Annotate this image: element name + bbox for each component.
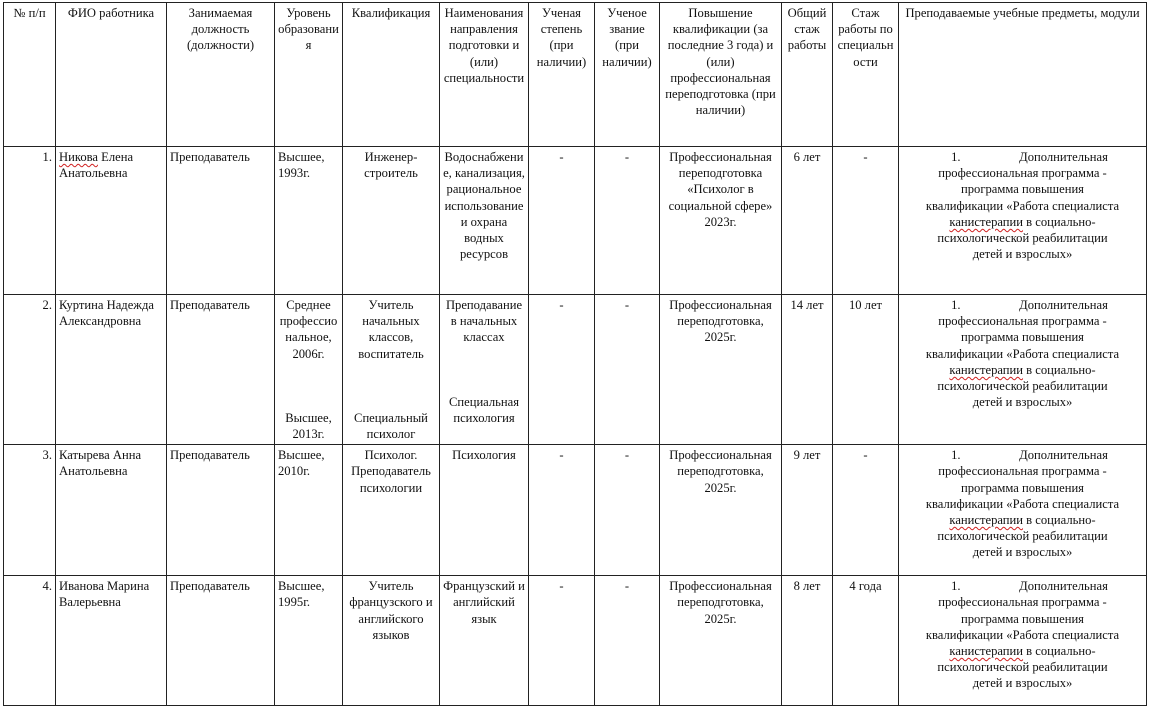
subject-line: детей и взрослых» — [972, 545, 1073, 560]
row-education: Высшее, 2010г. — [275, 445, 343, 576]
row-training: Профессиональная переподготовка, 2025г. — [660, 576, 782, 706]
header-spec-exp: Стаж работы по специальности — [833, 3, 899, 147]
subject-line: профессиональная программа - — [938, 314, 1107, 329]
subject-wavy-word: канистерапии — [949, 644, 1024, 659]
subject-line: Дополнительная — [1019, 579, 1108, 594]
table-row — [4, 147, 1147, 295]
row-position: Преподаватель — [167, 295, 275, 445]
row-degree: - — [529, 445, 595, 576]
header-specialty: Наименования направления подготовки и (или) специальности — [440, 3, 529, 147]
header-position: Занимаемая должность (должности) — [167, 3, 275, 147]
header-education: Уровень образования — [275, 3, 343, 147]
subject-line: программа повышения — [961, 480, 1084, 495]
row-qualification — [343, 295, 440, 445]
row-education: Высшее, 1993г. — [275, 147, 343, 295]
table-row — [4, 295, 1147, 445]
row-total-exp: 8 лет — [782, 576, 833, 706]
header-title: Ученое звание (при наличии) — [595, 3, 660, 147]
row-total-exp: 9 лет — [782, 445, 833, 576]
subject-line: в социально- — [1023, 214, 1096, 229]
subject-line: профессиональная программа - — [938, 595, 1107, 610]
subject-line: программа повышения — [961, 611, 1084, 626]
row-subjects — [899, 295, 1147, 445]
header-subjects: Преподаваемые учебные предметы, модули — [899, 3, 1147, 147]
subject-num: 1. — [951, 150, 961, 164]
row-training: Профессиональная переподготовка, 2025г. — [660, 445, 782, 576]
row-fio: Катырева Анна Анатольевна — [56, 445, 167, 576]
subject-line: детей и взрослых» — [972, 395, 1073, 410]
row-subjects — [899, 576, 1147, 706]
subject-line: детей и взрослых» — [972, 676, 1073, 691]
header-num: № п/п — [4, 3, 56, 147]
row-specialty — [440, 295, 529, 445]
subject-line: психологической реабилитации — [937, 529, 1108, 544]
row-degree: - — [529, 576, 595, 706]
row-title: - — [595, 147, 660, 295]
row-position: Преподаватель — [167, 147, 275, 295]
subject-line: психологической реабилитации — [937, 379, 1108, 394]
subject-line: психологической реабилитации — [937, 231, 1108, 246]
subject-line: в социально- — [1023, 362, 1096, 377]
header-fio: ФИО работника — [56, 3, 167, 147]
row-title: - — [595, 295, 660, 445]
row-spec-exp: 10 лет — [833, 295, 899, 445]
row-subjects — [899, 147, 1147, 295]
row-num: 4. — [4, 576, 56, 706]
row-fio — [56, 147, 167, 295]
header-qualification: Квалификация — [343, 3, 440, 147]
row-total-exp: 6 лет — [782, 147, 833, 295]
header-total-exp: Общий стаж работы — [782, 3, 833, 147]
subject-line: квалификации «Работа специалиста — [925, 496, 1120, 511]
row-total-exp: 14 лет — [782, 295, 833, 445]
subject-line: Дополнительная — [1019, 298, 1108, 312]
subject-line: психологической реабилитации — [937, 660, 1108, 675]
row-education — [275, 295, 343, 445]
qualification-secondary: Специальный психолог — [354, 410, 428, 442]
row-specialty: Водоснабжение, канализация, рациональное использование и охрана водных ресурсов — [440, 147, 529, 295]
row-title: - — [595, 445, 660, 576]
header-degree: Ученая степень (при наличии) — [529, 3, 595, 147]
subject-line: квалификации «Работа специалиста — [925, 627, 1120, 642]
subject-line: программа повышения — [961, 182, 1084, 197]
row-specialty: Французский и английский язык — [440, 576, 529, 706]
header-training: Повышение квалификации (за последние 3 года) и (или) профессиональная переподготовка (при наличии) — [660, 3, 782, 147]
subject-line: программа повышения — [961, 330, 1084, 345]
row-spec-exp: - — [833, 147, 899, 295]
row-education: Высшее, 1995г. — [275, 576, 343, 706]
row-position: Преподаватель — [167, 576, 275, 706]
row-position: Преподаватель — [167, 445, 275, 576]
row-qualification: Психолог. Преподаватель психологии — [343, 445, 440, 576]
row-training: Профессиональная переподготовка, 2025г. — [660, 295, 782, 445]
subject-line: профессиональная программа - — [938, 464, 1107, 479]
row-num: 3. — [4, 445, 56, 576]
fio-rest: Елена Анатольевна — [59, 150, 134, 181]
row-training: Профессиональная переподготовка «Психолог в социальной сфере» 2023г. — [660, 147, 782, 295]
row-title: - — [595, 576, 660, 706]
table-row — [4, 445, 1147, 576]
fio-surname: Никова — [59, 150, 98, 164]
subject-line: квалификации «Работа специалиста — [925, 198, 1120, 213]
table-row — [4, 576, 1147, 706]
row-spec-exp: - — [833, 445, 899, 576]
specialty-primary: Преподавание в начальных классах — [445, 298, 523, 345]
subject-line: в социально- — [1023, 513, 1096, 528]
subject-num: 1. — [951, 579, 961, 594]
row-degree: - — [529, 147, 595, 295]
education-secondary: Высшее, 2013г. — [285, 410, 332, 442]
subject-line: Дополнительная — [1019, 448, 1108, 463]
subject-wavy-word: канистерапии — [949, 513, 1024, 528]
row-subjects — [899, 445, 1147, 576]
subject-line: Дополнительная — [1019, 150, 1108, 164]
subject-line: квалификации «Работа специалиста — [925, 346, 1120, 361]
row-qualification: Инженер-строитель — [343, 147, 440, 295]
subject-line: профессиональная программа - — [938, 166, 1107, 181]
row-fio: Иванова Марина Валерьевна — [56, 576, 167, 706]
specialty-secondary: Специальная психология — [448, 394, 520, 425]
subject-num: 1. — [951, 298, 961, 312]
subject-line: детей и взрослых» — [972, 247, 1073, 262]
header-row — [4, 3, 1147, 147]
row-qualification: Учитель французского и английского языков — [343, 576, 440, 706]
row-fio: Куртина Надежда Александровна — [56, 295, 167, 445]
staff-table — [3, 2, 1147, 706]
subject-wavy-word: канистерапии — [949, 362, 1024, 377]
row-specialty: Психология — [440, 445, 529, 576]
subject-wavy-word: канистерапии — [949, 214, 1024, 229]
row-num: 1. — [4, 147, 56, 295]
subject-num: 1. — [951, 448, 961, 463]
subject-line: в социально- — [1023, 644, 1096, 659]
row-num: 2. — [4, 295, 56, 445]
qualification-primary: Учитель начальных классов, воспитатель — [358, 298, 424, 361]
row-spec-exp: 4 года — [833, 576, 899, 706]
row-degree: - — [529, 295, 595, 445]
education-primary: Среднее профессиональное, 2006г. — [279, 298, 338, 361]
